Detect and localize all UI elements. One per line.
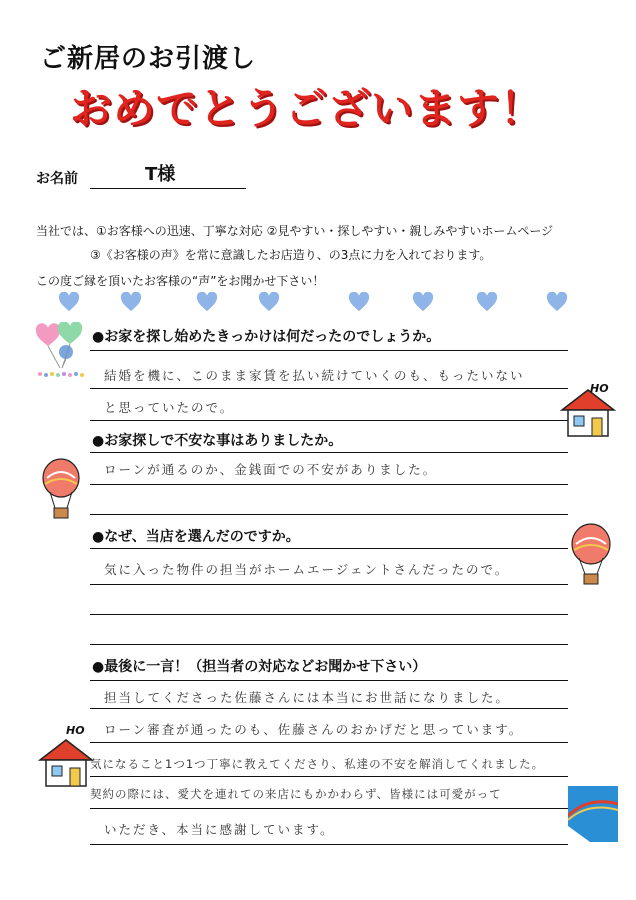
answer-4-line-2: ローン審査が通ったのも、佐藤さんのおかげだと思っています。 (104, 722, 524, 737)
title-small: ご新居のお引渡し (40, 44, 257, 74)
heart-icon (348, 292, 370, 312)
answer-2-line-1: ローンが通るのか、金銭面での不安がありました。 (104, 462, 438, 477)
house-icon (36, 734, 96, 790)
answer-1-line-1: 結婚を機に、このまま家賃を払い続けていくのも、もったいない (104, 368, 525, 383)
company-logo-icon (568, 786, 618, 842)
answer-4-line-3: 気になること1つ1つ丁寧に教えてくださり、私達の不安を解消してくれました。 (90, 757, 545, 771)
answer-4-line-5: いただき、本当に感謝しています。 (104, 822, 335, 837)
answer-3-line-1: 気に入った物件の担当がホームエージェントさんだったので。 (104, 562, 510, 577)
heart-icon (412, 292, 434, 312)
name-underline (90, 188, 246, 189)
answer-rule (90, 680, 568, 681)
house-icon (558, 384, 618, 440)
answer-rule (90, 808, 568, 809)
heart-icon (258, 292, 280, 312)
answer-rule (90, 614, 568, 615)
house-label: HO (66, 724, 85, 737)
answer-4-line-4: 契約の際には、愛犬を連れての来店にもかかわらず、皆様には可愛がって (90, 787, 502, 801)
answer-rule (90, 584, 568, 585)
name-value: T様 (145, 164, 176, 185)
hearts-row (58, 292, 578, 314)
question-1: ●お家を探し始めたきっかけは何だったのでしょうか。 (92, 329, 441, 345)
hot-air-balloon-icon (36, 456, 86, 522)
answer-rule (90, 420, 568, 421)
answer-rule (90, 388, 568, 389)
answer-rule (90, 514, 568, 515)
answer-rule (90, 350, 568, 351)
answer-rule (90, 644, 568, 645)
heart-balloons-icon (34, 322, 90, 380)
title-big: おめでとうございます！ (70, 84, 544, 133)
answer-rule (90, 742, 568, 743)
answer-rule (90, 776, 568, 777)
heart-icon (546, 292, 568, 312)
answer-rule (90, 708, 568, 709)
answer-4-line-1: 担当してくださった佐藤さんには本当にお世話になりました。 (104, 690, 511, 705)
answer-rule (90, 452, 568, 453)
intro-line-2: ③《お客様の声》を常に意識したお店造り、の3点に力を入れております。 (90, 248, 492, 262)
heart-icon (476, 292, 498, 312)
intro-line-1: 当社では、①お客様への迅速、丁寧な対応 ②見やすい・探しやすい・親しみやすいホームページ (36, 224, 554, 238)
name-label: お名前 (36, 171, 78, 187)
intro-line-3: この度ご縁を頂いたお客様の“声”をお聞かせ下さい！ (36, 274, 325, 288)
hot-air-balloon-icon (564, 520, 618, 586)
answer-1-line-2: と思っていたので。 (104, 400, 235, 415)
question-4: ●最後に一言！（担当者の対応などお聞かせ下さい） (92, 659, 427, 675)
question-2: ●お家探しで不安な事はありましたか。 (92, 433, 343, 449)
heart-icon (58, 292, 80, 312)
heart-icon (196, 292, 218, 312)
heart-icon (120, 292, 142, 312)
answer-rule (90, 548, 568, 549)
house-label: HO (590, 382, 609, 395)
answer-rule (90, 844, 568, 845)
question-3: ●なぜ、当店を選んだのですか。 (92, 529, 300, 545)
answer-rule (90, 484, 568, 485)
